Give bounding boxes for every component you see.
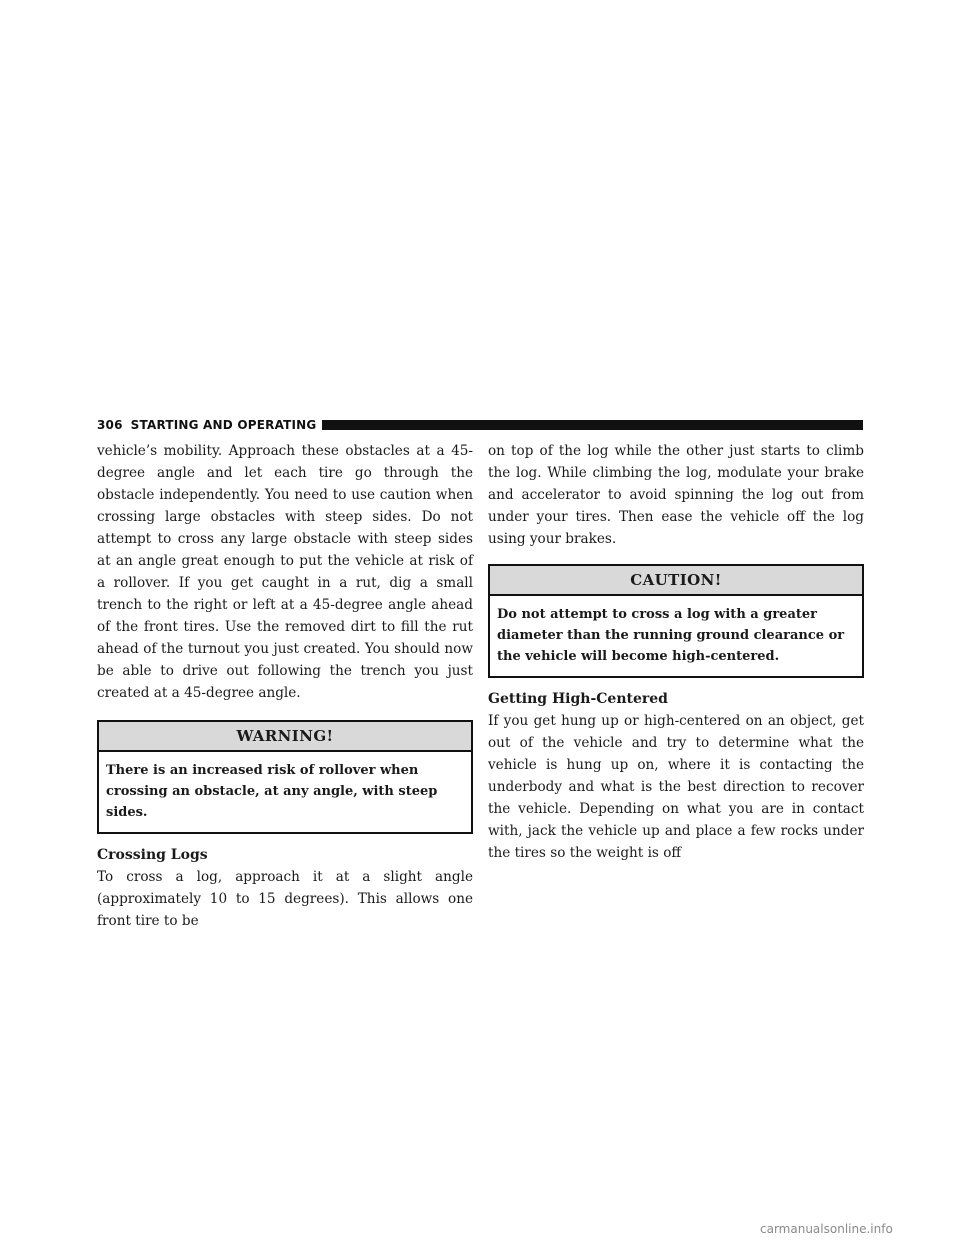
log-climb-paragraph: on top of the log while the other just starts to climb the log. While climbing the log, modulate your brake and accelerator to avoid spinning the log out from under your tires. Then ease the vehicle off the log using your brakes. [488, 443, 864, 547]
caution-text: Do not attempt to cross a log with a greater diameter than the running ground clearance or the vehicle will become high-centered. [497, 607, 845, 664]
watermark: carmanualsonline.info [760, 1222, 893, 1236]
page-header [97, 418, 863, 432]
warning-title: WARNING! [99, 722, 471, 752]
crossing-logs-paragraph: To cross a log, approach it at a slight angle (approximately 10 to 15 degrees). This allows one front tire to be [97, 869, 473, 929]
caution-title: CAUTION! [490, 566, 862, 596]
high-centered-paragraph: If you get hung up or high-centered on an object, get out of the vehicle and try to determine what the vehicle is hung up on, where it is contacting the underbody and what is the best direction to recover the vehicle. Depending on what you are in contact with, jack the vehicle up and place a few rocks under the tires so the weight is off [488, 713, 864, 861]
page-number: 306 [97, 418, 123, 432]
header-rule [322, 420, 863, 430]
warning-text: There is an increased risk of rollover when crossing an obstacle, at any angle, with steep sides. [106, 763, 438, 820]
caution-box [488, 564, 864, 678]
rut-paragraph: vehicle’s mobility. Approach these obstacles at a 45-degree angle and let each tire go through the obstacle independently. You need to use caution when crossing large obstacles with steep sides. Do not attempt to cross any large obstacle with steep sides at an angle great enough to put the vehicle at risk of a rollover. If you get caught in a rut, dig a small trench to the right or left at a 45-degree angle ahead of the front tires. Use the removed dirt to fill the rut ahead of the turnout you just created. You should now be able to drive out following the trench you just created at a 45-degree angle. [97, 443, 473, 701]
crossing-logs-heading: Crossing Logs [97, 847, 208, 863]
high-centered-heading: Getting High-Centered [488, 691, 668, 707]
warning-box [97, 720, 473, 834]
right-column [488, 440, 864, 864]
left-column [97, 440, 473, 932]
section-title: STARTING AND OPERATING [130, 418, 317, 432]
